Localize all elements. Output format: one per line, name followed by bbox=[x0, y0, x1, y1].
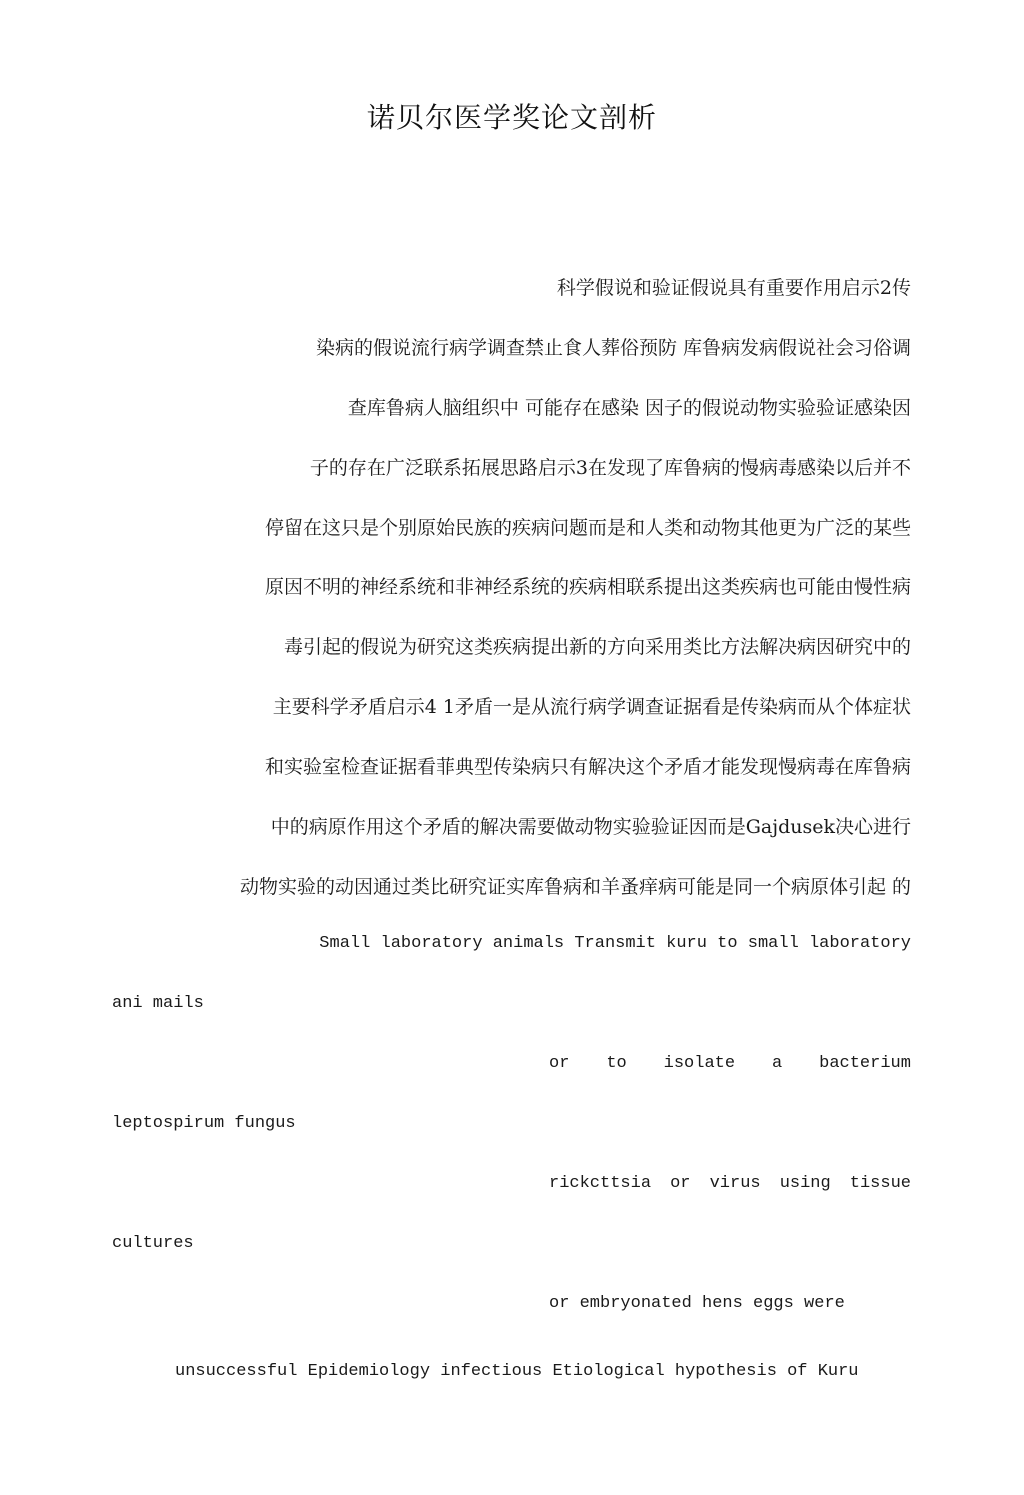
english-word: rickcttsia bbox=[549, 1174, 652, 1193]
english-line-3 bbox=[549, 1054, 911, 1073]
body-line-11: 动物实验的动因通过类比研究证实库鲁病和羊蚤痒病可能是同一个病原体引起 的 bbox=[239, 876, 911, 898]
english-word: or bbox=[670, 1174, 691, 1193]
body-line-8: 主要科学矛盾启示4 1矛盾一是从流行病学调查证据看是传染病而从个体症状 bbox=[272, 696, 911, 718]
body-line-2: 染病的假说流行病学调查禁止食人葬俗预防 库鲁病发病假说社会习俗调 bbox=[315, 337, 911, 359]
body-line-9: 和实验室检查证据看菲典型传染病只有解决这个矛盾才能发现慢病毒在库鲁病 bbox=[264, 756, 911, 778]
document-title: 诺贝尔医学奖论文剖析 bbox=[366, 101, 657, 134]
body-line-5: 停留在这只是个别原始民族的疾病问题而是和人类和动物其他更为广泛的某些 bbox=[264, 517, 911, 539]
body-line-10: 中的病原作用这个矛盾的解决需要做动物实验验证因而是Gajdusek决心进行 bbox=[270, 816, 911, 838]
english-word: to bbox=[606, 1054, 627, 1073]
english-word: a bbox=[772, 1054, 783, 1073]
body-line-1: 科学假说和验证假说具有重要作用启示2传 bbox=[556, 277, 911, 299]
english-word: isolate bbox=[663, 1054, 736, 1073]
english-word: or bbox=[549, 1054, 570, 1073]
body-line-7: 毒引起的假说为研究这类疾病提出新的方向采用类比方法解决病因研究中的 bbox=[283, 636, 911, 658]
english-word: tissue bbox=[849, 1174, 911, 1193]
body-line-4: 子的存在广泛联系拓展思路启示3在发现了库鲁病的慢病毒感染以后并不 bbox=[309, 457, 911, 479]
english-line-7: or embryonated hens eggs were bbox=[549, 1294, 845, 1313]
english-line-2: ani mails bbox=[112, 994, 204, 1013]
english-line-5 bbox=[549, 1174, 911, 1193]
english-word: using bbox=[779, 1174, 831, 1193]
english-word: bacterium bbox=[819, 1054, 911, 1073]
english-word: virus bbox=[709, 1174, 761, 1193]
english-line-8: unsuccessful Epidemiology infectious Etiological hypothesis of Kuru bbox=[175, 1362, 859, 1381]
english-line-6: cultures bbox=[112, 1234, 194, 1253]
english-line-1: Small laboratory animals Transmit kuru to small laboratory bbox=[319, 934, 911, 953]
body-line-6: 原因不明的神经系统和非神经系统的疾病相联系提出这类疾病也可能由慢性病 bbox=[264, 576, 911, 598]
english-line-4: leptospirum fungus bbox=[112, 1114, 296, 1133]
body-line-3: 查库鲁病人脑组织中 可能存在感染 因子的假说动物实验验证感染因 bbox=[347, 397, 911, 419]
